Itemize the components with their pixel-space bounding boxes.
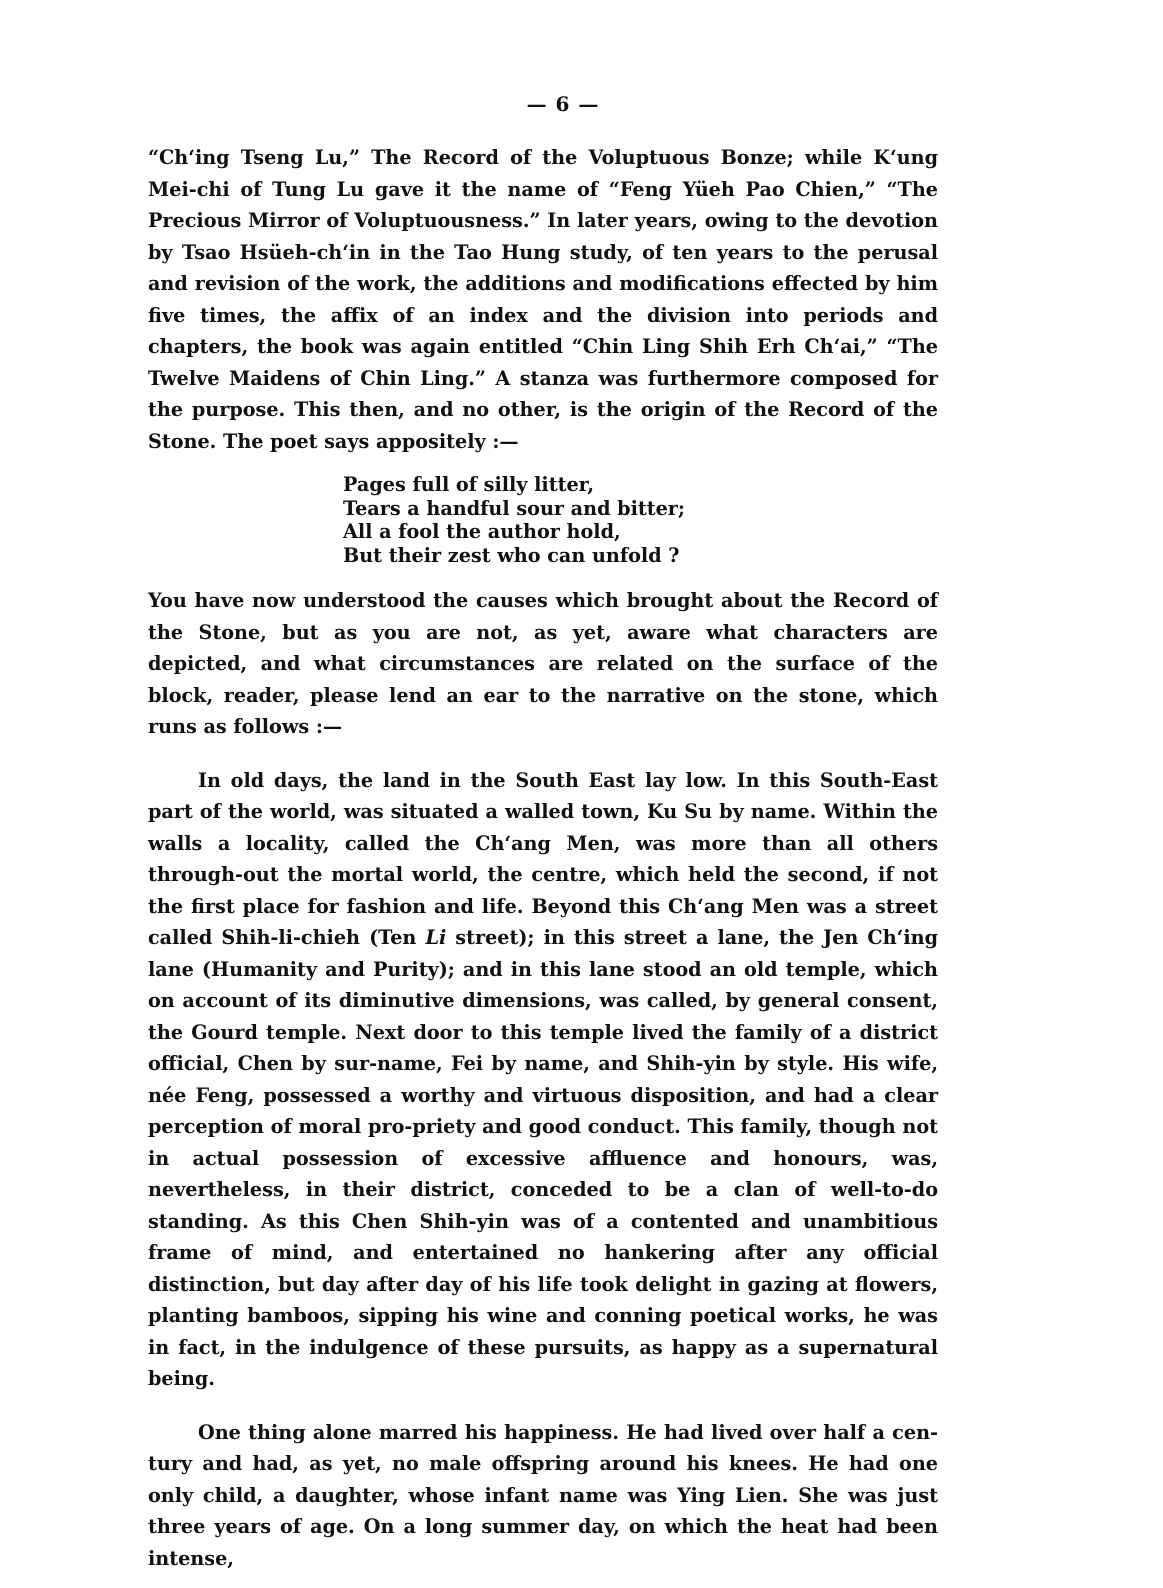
paragraph-text: street); in this street a lane, the Jen Ch‘ing lane (Humanity and Purity); and in this lane stood an old temple, which on account of its diminutive dimensions, was called, by general consent, the Gourd temple. Next door to this temple lived the family of a district official, Chen by sur-name, Fei by name, and Shih-yin by style. His wife, née Feng, possessed a worthy and virtuous disposition, and had a clear perception of moral pro-priety and good conduct. This family, though not in actual possession of excessive affluence and honours, was, nevertheless, in their district, conceded to be a clan of well-to-do standing. As this Chen Shih-yin was of a contented and unambitious frame of mind, and entertained no hankering after any official distinction, but day after day of his life took delight in gazing at flowers, planting bamboos, sipping his wine and conning poetical works, he was in fact, in the indulgence of these pursuits, as happy as a supernatural being. (148, 926, 938, 1390)
paragraph-narrative-intro: You have now understood the causes which brought about the Record of the Stone, but as you are not, as yet, aware what characters are depicted, and what circumstances are related on the surface of the block, reader, please lend an ear to the narrative on the stone, which runs as follows :— (148, 589, 938, 738)
italic-term: Li (425, 926, 447, 949)
page-number: — 6 — (526, 92, 600, 116)
paragraph-opening: “Ch‘ing Tseng Lu,” The Record of the Voluptuous Bonze; while K‘ung Mei-chi of Tung Lu gave it the name of “Feng Yüeh Pao Chien,” “The Precious Mirror of Voluptuousness.” In later years, owing to the devotion by Tsao Hsüeh-ch‘in in the Tao Hung study, of ten years to the perusal and revision of the work, the additions and modifications effected by him five times, the affix of an index and the division into periods and chapters, the book was again entitled “Chin Ling Shih Erh Ch‘ai,” “The Twelve Maidens of Chin Ling.” A stanza was furthermore composed for the purpose. This then, and no other, is the origin of the Record of the Stone. The poet says appositely :— (148, 146, 938, 453)
verse-line: Pages full of silly litter, (343, 473, 595, 496)
verse-line: But their zest who can unfold ? (343, 543, 680, 567)
verse-line: All a fool the author hold, (343, 520, 621, 543)
verse-line: Tears a handful sour and bitter; (343, 496, 685, 520)
paragraph-happiness: One thing alone marred his happiness. He had lived over half a cen-tury and had, as yet, no male offspring around his knees. He had one only child, a daughter, whose infant name was Ying Lien. She was just three years of age. On a long summer day, on which the heat had been intense, (148, 1420, 938, 1570)
paragraph-text: In old days, the land in the South East lay low. In this South-East part of the world, was situated a walled town, Ku Su by name. Within the walls a locality, called the Ch‘ang Men, was more than all others through-out the mortal world, the centre, which held the second, if not the first place for fashion and life. Beyond this Ch‘ang Men was a street called Shih-li-chieh (Ten (148, 768, 938, 949)
paragraph-old-days (148, 765, 938, 1395)
document-page (148, 92, 938, 1574)
verse-stanza (343, 473, 938, 567)
